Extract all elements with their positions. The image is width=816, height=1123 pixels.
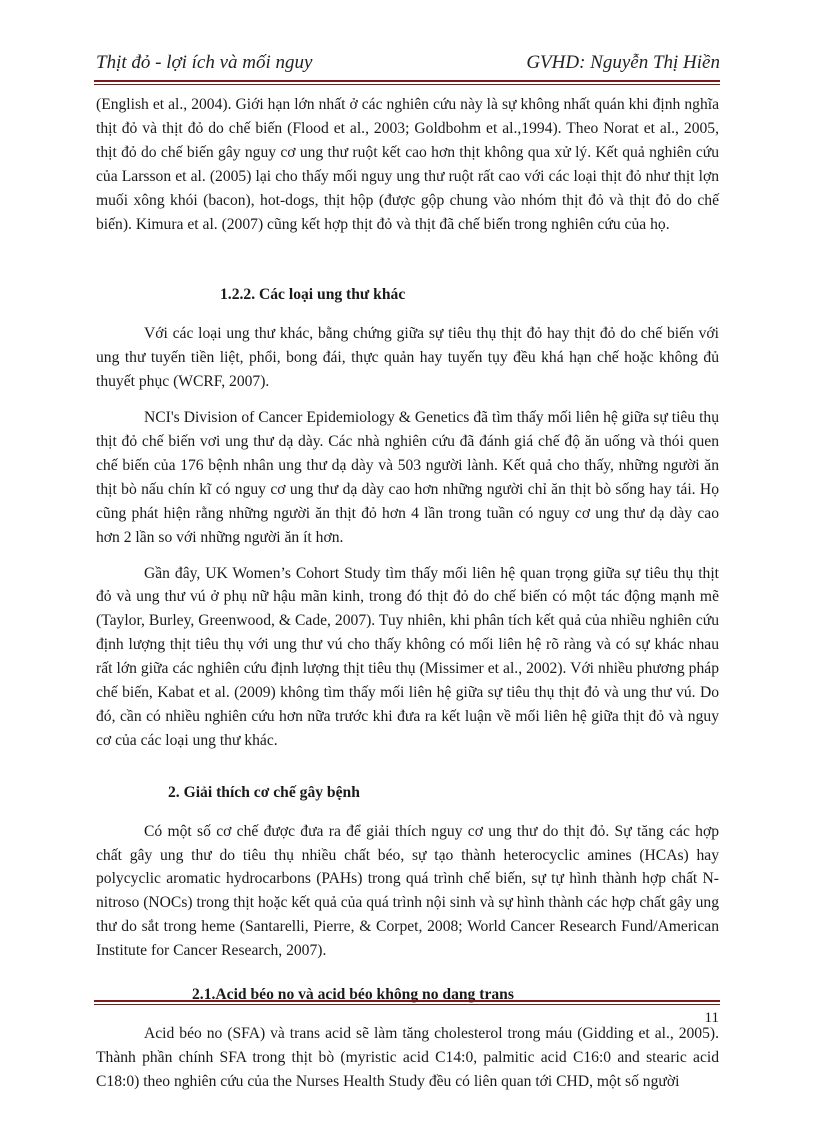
header-rule <box>94 80 720 85</box>
header-title: Thịt đỏ - lợi ích và mối nguy <box>96 52 313 73</box>
paragraph-english-2004: (English et al., 2004). Giới hạn lớn nhất ở các nghiên cứu này là sự không nhất quán khi định nghĩa thịt đỏ và thịt đỏ do chế biến (Flood et al., 2003; Goldbohm et al.,1994). Theo Norat et al., 2005, thịt đỏ do chế biến gây nguy cơ ung thư ruột kết cao hơn thịt không qua xử lý. Kết quả nghiên cứu của Larsson et al. (2005) lại cho thấy mối nguy ung thư ruột rất cao với các loại thịt đỏ như thịt lợn muối xông khói (bacon), hot-dogs, thịt hộp (được gộp chung vào nhóm thịt đỏ và thịt đỏ do chế biến). Kimura et al. (2007) cũng kết hợp thịt đỏ và thịt đã chế biến trong nghiên cứu của họ. <box>96 96 719 233</box>
footer-rule <box>94 1000 720 1005</box>
heading-1-2-2: 1.2.2. Các loại ung thư khác <box>220 286 406 304</box>
page-number: 11 <box>704 1010 719 1026</box>
paragraph-other-cancers: Với các loại ung thư khác, bằng chứng giữa sự tiêu thụ thịt đỏ hay thịt đỏ do chế biến với ung thư tuyến tiền liệt, phổi, bong đái, thực quản hay tuyến tụy đều khá hạn chế hoặc không đủ thuyết phục (WCRF, 2007). <box>96 325 719 391</box>
heading-2: 2. Giải thích cơ chế gây bệnh <box>168 783 360 801</box>
paragraph-uk-womens-cohort: Gần đây, UK Women’s Cohort Study tìm thấy mối liên hệ quan trọng giữa sự tiêu thụ thịt đỏ và ung thư vú ở phụ nữ hậu mãn kinh, trong đó thịt đỏ do chế biến có một tác động mạnh mẽ (Taylor, Burley, Greenwood, & Cade, 2007). Tuy nhiên, khi phân tích kết quả của nhiều nghiên cứu định lượng thịt tiêu thụ với ung thư vú cho thấy không có mối liên hệ rõ ràng và có sự khác nhau rất lớn giữa các nghiên cứu định lượng thịt tiêu thụ (Missimer et al., 2002). Với nhiều phương pháp chế biến, Kabat et al. (2009) không tìm thấy mối liên hệ giữa sự tiêu thụ thịt đỏ và ung thư vú. Do đó, cần có nhiều nghiên cứu hơn nữa trước khi đưa ra kết luận về mối liên hệ giữa thịt đỏ và nguy cơ của các loại ung thư khác. <box>96 564 719 749</box>
page-body <box>96 93 719 1094</box>
paragraph-sfa: Acid béo no (SFA) và trans acid sẽ làm tăng cholesterol trong máu (Gidding et al., 2005). Thành phần chính SFA trong thịt bò (myristic acid C14:0, palmitic acid C16:0 and stearic acid C18:0) theo nghiên cứu của the Nurses Health Study đều có liên quan tới CHD, một số người <box>96 1025 719 1090</box>
running-header <box>96 52 720 76</box>
header-instructor: GVHD: Nguyễn Thị Hiền <box>526 52 720 73</box>
paragraph-nci: NCI's Division of Cancer Epidemiology & Genetics đã tìm thấy mối liên hệ giữa sự tiêu thụ thịt đỏ chế biến vơi ung thư dạ dày. Các nhà nghiên cứu đã đánh giá chế độ ăn uống và thói quen chế biến của 176 bệnh nhân ung thư dạ dày và 503 người lành. Kết quả cho thấy, những người ăn thịt bò nấu chín kĩ có nguy cơ ung thư dạ dày cao hơn những người chỉ ăn thịt bò sống hay tái. Họ cũng phát hiện rằng những người ăn thịt đỏ hơn 4 lần trong tuần có nguy cơ ung thư dạ dày cao hơn 2 lần so với những người ăn ít hơn. <box>96 409 719 546</box>
heading-2-1: 2.1.Acid béo no và acid béo không no dạng trans <box>192 986 514 1004</box>
paragraph-mechanisms: Có một số cơ chế được đưa ra để giải thích nguy cơ ung thư do thịt đỏ. Sự tăng các hợp chất gây ung thư do tiêu thụ nhiều chất béo, sự tạo thành heterocyclic amines (HCAs) hay polycyclic aromatic hydrocarbons (PAHs) trong quá trình chế biến, sự tự hình thành hợp chất N-nitroso (NOCs) trong thịt hoặc kết quả của quá trình nội sinh và sự hình thành các hợp chất gây ung thư do sắt trong heme (Santarelli, Pierre, & Corpet, 2008; World Cancer Research Fund/American Institute for Cancer Research, 2007). <box>96 822 719 960</box>
